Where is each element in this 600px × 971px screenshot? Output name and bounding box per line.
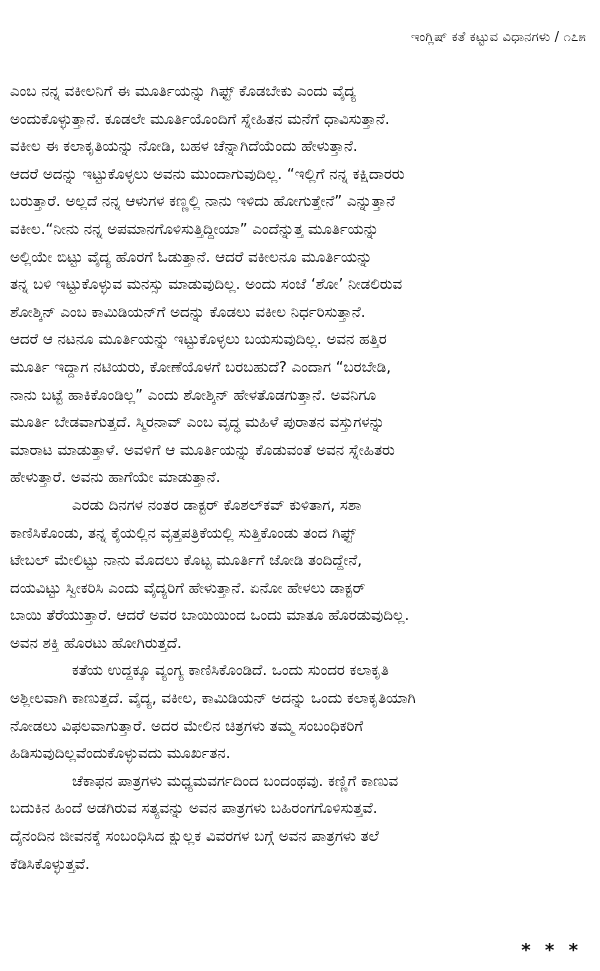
text-line: ಎಂಬ ನನ್ನ ವಕೀಲನಿಗೆ ಈ ಮೂರ್ತಿಯನ್ನು ಗಿಫ್ಟ್ ಕೊಡಬೇಕು ಎಂದು ವೈದ್ಯ [10, 82, 357, 100]
text-line: ಟೇಬಲ್ ಮೇಲಿಟ್ಟು ನಾನು ಮೊದಲು ಕೊಟ್ಟ ಮೂರ್ತಿಗೆ ಜೋಡಿ ತಂದಿದ್ದೇನೆ, [10, 551, 363, 570]
text-line: ಅವನ ಶಕ್ತಿ ಹೊರಟು ಹೋಗಿರುತ್ತದೆ. [10, 633, 182, 652]
text-line: ನಾನು ಬಟ್ಟೆ ಹಾಕಿಕೊಂಡಿಲ್ಲ” ಎಂದು ಶೋಶ್ಕಿನ್ ಹೇಳತೊಡಗುತ್ತಾನೆ. ಅವನಿಗೂ [10, 385, 377, 404]
text-line: ನೋಡಲು ವಿಫಲವಾಗುತ್ತಾರೆ. ಅದರ ಮೇಲಿನ ಚಿತ್ರಗಳು ತಮ್ಮ ಸಂಬಂಧಿಕರಿಗೆ [10, 716, 364, 735]
text-line: ಬಾಯಿ ತೆರೆಯುತ್ತಾರೆ. ಆದರೆ ಅವರ ಬಾಯಿಯಿಂದ ಒಂದು ಮಾತೂ ಹೊರಡುವುದಿಲ್ಲ. [10, 606, 410, 625]
text-line: ಆದರೆ ಅದನ್ನು ಇಟ್ಟುಕೊಳ್ಳಲು ಅವನು ಮುಂದಾಗುವುದಿಲ್ಲ. “ಇಲ್ಲಿಗೆ ನನ್ನ ಕಕ್ಷಿದಾರರು [10, 164, 405, 183]
text-line: ಬರುತ್ತಾರೆ. ಅಲ್ಲದೆ ನನ್ನ ಆಳುಗಳ ಕಣ್ಣಲ್ಲಿ ನಾನು ಇಳಿದು ಹೋಗುತ್ತೇನೆ” ಎನ್ನುತ್ತಾನೆ [10, 192, 396, 211]
text-line: ವಕೀಲ ಈ ಕಲಾಕೃತಿಯನ್ನು ನೋಡಿ, ಬಹಳ ಚೆನ್ನಾಗಿದೆಯೆಂದು ಹೇಳುತ್ತಾನೆ. [10, 137, 358, 156]
section-end-mark: * * * [521, 940, 582, 961]
text-line: ಕೆಡಿಸಿಕೊಳ್ಳುತ್ತವೆ. [10, 854, 90, 873]
text-line: ಮೂರ್ತಿ ಬೇಡವಾಗುತ್ತದೆ. ಸ್ಮಿರನಾವ್ ಎಂಬ ವೃದ್ಧ ಮಹಿಳೆ ಪುರಾತನ ವಸ್ತುಗಳನ್ನು [10, 413, 385, 432]
text-line: ಕಾಣಿಸಿಕೊಂಡು, ತನ್ನ ಕೈಯಲ್ಲಿನ ವೃತ್ತಪತ್ರಿಕೆಯಲ್ಲಿ ಸುತ್ತಿಕೊಂಡು ತಂದ ಗಿಫ್ಟ್ [10, 523, 356, 542]
text-line: ಬದುಕಿನ ಹಿಂದೆ ಅಡಗಿರುವ ಸತ್ಯವನ್ನು ಅವನ ಪಾತ್ರಗಳು ಬಹಿರಂಗಗೊಳಿಸುತ್ತವೆ. [10, 799, 378, 818]
body-text [10, 78, 590, 878]
text-line: ದಯವಿಟ್ಟು ಸ್ವೀಕರಿಸಿ ಎಂದು ವೈದ್ಯರಿಗೆ ಹೇಳುತ್ತಾನೆ. ಏನೋ ಹೇಳಲು ಡಾಕ್ಟರ್ [10, 578, 366, 597]
text-line: ವಕೀಲ.“ನೀನು ನನ್ನ ಅಪಮಾನಗೊಳಿಸುತ್ತಿದ್ದೀಯಾ” ಎಂದೆನ್ನುತ್ತ ಮೂರ್ತಿಯನ್ನು [10, 219, 379, 238]
paragraph-start-line: ಕತೆಯ ಉದ್ದಕ್ಕೂ ವ್ಯಂಗ್ಯ ಕಾಣಿಸಿಕೊಂಡಿದೆ. ಒಂದು ಸುಂದರ ಕಲಾಕೃತಿ [72, 661, 389, 680]
text-line: ಅಂದುಕೊಳ್ಳುತ್ತಾನೆ. ಕೂಡಲೇ ಮೂರ್ತಿಯೊಂದಿಗೆ ಸ್ನೇಹಿತನ ಮನೆಗೆ ಧಾವಿಸುತ್ತಾನೆ. [10, 109, 390, 128]
text-line: ತನ್ನ ಬಳಿ ಇಟ್ಟುಕೊಳ್ಳುವ ಮನಸ್ಸು ಮಾಡುವುದಿಲ್ಲ. ಅಂದು ಸಂಜೆ ‘ಶೋ’ ನೀಡಲಿರುವ [10, 275, 403, 294]
text-line: ಅಲ್ಲಿಯೇ ಬಿಟ್ಟು ವೈದ್ಯ ಹೊರಗೆ ಓಡುತ್ತಾನೆ. ಆದರೆ ವಕೀಲನೂ ಮೂರ್ತಿಯನ್ನು [10, 247, 373, 266]
text-line: ಶೋಶ್ಕಿನ್ ಎಂಬ ಕಾಮಿಡಿಯನ್‌ಗೆ ಅದನ್ನು ಕೊಡಲು ವಕೀಲ ನಿರ್ಧರಿಸುತ್ತಾನೆ. [10, 302, 366, 321]
text-line: ದೈನಂದಿನ ಜೀವನಕ್ಕೆ ಸಂಬಂಧಿಸಿದ ಕ್ಷುಲ್ಲಕ ವಿವರಗಳ ಬಗ್ಗೆ ಅವನ ಪಾತ್ರಗಳು ತಲೆ [10, 827, 379, 846]
text-line: ಆದರೆ ಆ ನಟನೂ ಮೂರ್ತಿಯನ್ನು ಇಟ್ಟುಕೊಳ್ಳಲು ಬಯಸುವುದಿಲ್ಲ. ಅವನ ಹತ್ತಿರ [10, 330, 387, 349]
text-line: ಹೇಳುತ್ತಾರೆ. ಅವನು ಹಾಗೆಯೇ ಮಾಡುತ್ತಾನೆ. [10, 468, 221, 487]
paragraph-start-line: ಚೆಕಾಫನ ಪಾತ್ರಗಳು ಮಧ್ಯಮವರ್ಗದಿಂದ ಬಂದಂಥವು. ಕಣ್ಣಿಗೆ ಕಾಣುವ [72, 771, 399, 790]
text-line: ಅಶ್ಲೀಲವಾಗಿ ಕಾಣುತ್ತದೆ. ವೈದ್ಯ, ವಕೀಲ, ಕಾಮಿಡಿಯನ್ ಅದನ್ನು ಒಂದು ಕಲಾಕೃತಿಯಾಗಿ [10, 689, 416, 708]
paragraph-start-line: ಎರಡು ದಿನಗಳ ನಂತರ ಡಾಕ್ಟರ್ ಕೊಶಲ್‌ಕವ್ ಕುಳಿತಾಗ, ಸಶಾ [72, 495, 362, 514]
text-line: ಹಿಡಿಸುವುದಿಲ್ಲವೆಂದುಕೊಳ್ಳುವದು ಮೂರ್ಖತನ. [10, 744, 231, 763]
text-line: ಮಾರಾಟ ಮಾಡುತ್ತಾಳೆ. ಅವಳಿಗೆ ಆ ಮೂರ್ತಿಯನ್ನು ಕೊಡುವಂತೆ ಅವನ ಸ್ನೇಹಿತರು [10, 440, 395, 459]
running-header: ಇಂಗ್ಲಿಷ್ ಕತೆ ಕಟ್ಟುವ ವಿಧಾನಗಳು / ೧೭೫ [410, 30, 586, 45]
text-line: ಮೂರ್ತಿ ಇದ್ದಾಗ ನಟಿಯರು, ಕೋಣೆಯೊಳಗೆ ಬರಬಹುದೆ? ಎಂದಾಗ “ಬರಬೇಡಿ, [10, 357, 391, 376]
